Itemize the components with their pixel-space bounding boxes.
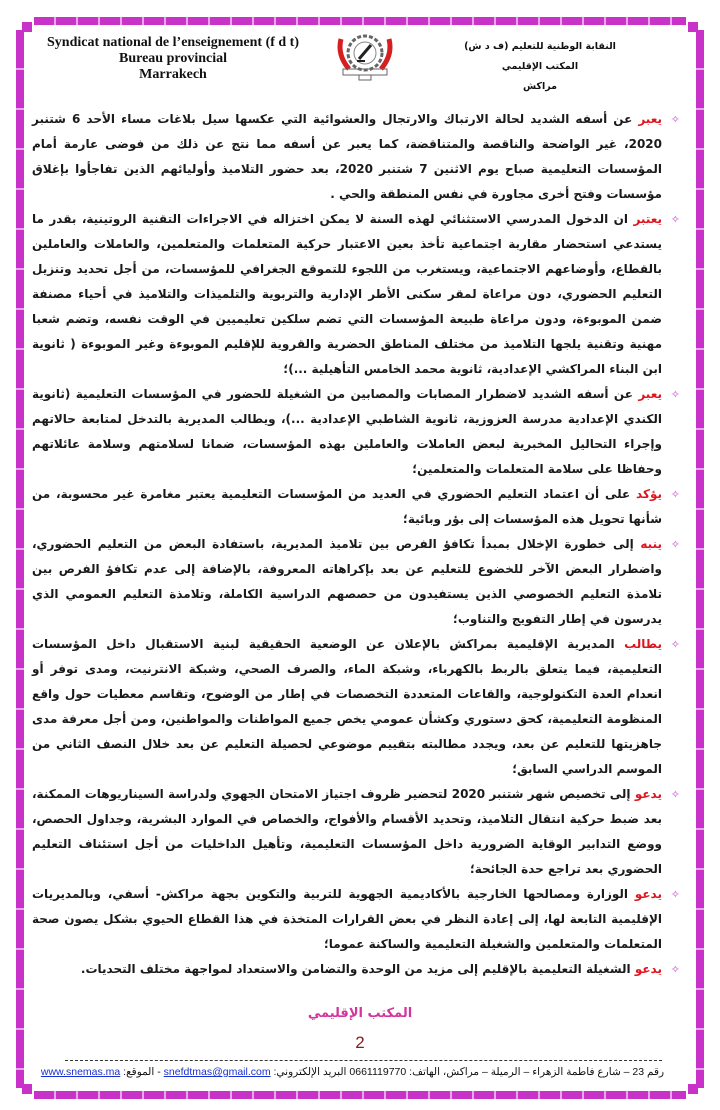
office-fr: Bureau provincial — [118, 51, 227, 66]
item-keyword: يدعو — [634, 962, 662, 976]
item-keyword: يطالب — [624, 637, 662, 651]
item-keyword: يدعو — [634, 887, 662, 901]
bullet-icon: ✧ — [670, 538, 680, 551]
footer-contact — [40, 1064, 665, 1080]
statement-item — [32, 882, 682, 957]
bullet-icon: ✧ — [670, 888, 680, 901]
city-ar: مراكش — [522, 81, 557, 92]
signature: المكتب الإقليمي — [307, 1006, 413, 1021]
org-name-fr: Syndicat national de l’enseignement (f d t) — [47, 35, 299, 50]
page-border-top — [34, 17, 686, 25]
letterhead — [30, 35, 690, 107]
page-border-bottom — [34, 1091, 686, 1099]
item-text: المديرية الإقليمية بمراكش بالإعلان عن الوضعية الحقيقية لبنية الاستقبال داخل المؤسسات التعليمية، فيما يتعلق بالربط بالكهرباء، وشبكة الماء، والصرف الصحي، وشبكة الانترنيت، ومدى توفر أو انعدام العدة التكنولوجية، والقاعات المتعددة التخصصات في إطار من الوضوح، وتقاسم معطيات حول واقع المنظومة التعليمية، كحق دستوري وكشأن عمومي يخص جميع المواطنات والمواطنين، ومن أجل معرفة مدى جاهزيتها للتعليم عن بعد، ويجدد مطالبته بتقييم موضوعي لحصيلة التعليم عن بعد خلال النصف الثاني من الموسم الدراسي السابق؛ — [32, 637, 662, 776]
footer-divider — [65, 1060, 662, 1061]
bullet-icon: ✧ — [670, 638, 680, 651]
letterhead-arabic — [450, 37, 630, 97]
bullet-icon: ✧ — [670, 788, 680, 801]
letterhead-french — [38, 35, 308, 83]
bullet-icon: ✧ — [670, 213, 680, 226]
border-corner — [22, 22, 32, 32]
item-text: عن أسفه الشديد لحالة الارتباك والارتجال والعشوائية التي عكسها سيل بلاغات مساء الأحد 6 شتنبر 2020، غير الواضحة والناقصة والمتناقضة، كما يعبر عن أسفه مما نتج عن ذلك من فوضى عارمة أمام المؤسسات التعليمية صباح يوم الاثنين 7 شتنبر 2020، بعد حضور التلاميذ وأوليائهم الذين تفاجأوا بإغلاق مؤسسات وفتح أخرى مجاورة في نفس المنطقة والحي . — [32, 112, 662, 201]
website-link[interactable]: www.snemas.ma — [40, 1066, 121, 1078]
item-keyword: يعبر — [638, 112, 662, 126]
bullet-icon: ✧ — [670, 963, 680, 976]
statement-item — [32, 957, 682, 982]
item-text: الوزارة ومصالحها الخارجية بالأكاديمية الجهوية للتربية والتكوين بجهة مراكش- أسفي، وبالمديريات الإقليمية التابعة لها، إلى إعادة النظر في بعض القرارات المتخذة في هذا القطاع الحيوي بشكل يصون صحة المتعلمات والمتعلمين والشغيلة التعليمية والساكنة عموما؛ — [32, 887, 662, 951]
item-text: ان الدخول المدرسي الاستثنائي لهذه السنة لا يمكن اختزاله في الاجراءات التقنية الروتينية، بقدر ما يستدعي استحضار مقاربة اجتماعية تأخذ بعين الاعتبار حركية المتعلمات والمتعلمين، والعاملات والعاملين بالقطاع، وأوضاعهم الاجتماعية، ويستغرب من اللجوء للتموقع الجغرافي للمؤسسات، من أجل تحديد وتنزيل التعليم الحضوري، دون مراعاة لمقر سكنى الأطر الإدارية والتربوية والتلميذات والتلاميذ في أحياء مصنفة ضمن الموبوءة، ودون مراعاة طبيعة المؤسسات التي تضم سلكين تعليميين في الوقت نفسه، وتضم شعبا مهنية وتقنية يلجها التلاميذ من مختلف المناطق الحضرية والقروية للإقليم الموبوءة وغير الموبوءة ( ثانوية ابن البناء المراكشي الإعدادية، ثانوية محمد الخامس التأهيلية ...)؛ — [32, 212, 662, 376]
email-link[interactable]: snefdtmas@gmail.com — [163, 1066, 271, 1078]
office-ar: المكتب الإقليمي — [501, 61, 579, 72]
border-corner — [688, 1084, 698, 1094]
item-text: إلى خطورة الإخلال بمبدأ تكافؤ الفرص بين تلاميذ المديرية، باستفادة البعض من التعليم الحضوري، واضطرار البعض الآخر للخضوع للتعليم عن بعد بإكراهاته المعروفة، بالإضافة إلى عدم تكافؤ الفرص بين تلامذة التعليم الخصوصي الذين يستفيدون من حصصهم الدراسية الكاملة، وتلامذة التعليم العمومي الذي يدرسون في إطار التفويج والتناوب؛ — [32, 537, 662, 626]
item-keyword: يعبر — [638, 387, 662, 401]
item-keyword: يعتبر — [633, 212, 662, 226]
item-keyword: يدعو — [634, 787, 662, 801]
footer-site-label: - الموقع: — [120, 1066, 164, 1078]
bullet-icon: ✧ — [670, 388, 680, 401]
statement-item — [32, 782, 682, 882]
statement-item — [32, 632, 682, 782]
statement-item — [32, 207, 682, 382]
item-keyword: ينبه — [640, 537, 662, 551]
bullet-icon: ✧ — [670, 113, 680, 126]
org-name-ar: النقابة الوطنية للتعليم (ف د ش) — [464, 41, 616, 52]
city-fr: Marrakech — [139, 67, 207, 82]
item-text: الشغيلة التعليمية بالإقليم إلى مزيد من الوحدة والتضامن والاستعداد لمواجهة مختلف التحديات. — [80, 962, 635, 976]
page-border-right — [696, 30, 704, 1088]
union-emblem-icon — [333, 31, 397, 83]
item-text: إلى تخصيص شهر شتنبر 2020 لتحضير ظروف اجتياز الامتحان الجهوي ولدراسة السيناريوهات الممكنة، بعد ضبط حركية انتقال التلاميذ، وتحديد الأقسام والأفواج، والخصاص في الموارد البشرية، وجداول الحصص، ووضع التدابير الوقاية الضرورية داخل المؤسسات التعليمية، وتأهيل الداخليات من أجل استئناف التعليم الحضوري بعد تراجع حدة الجائحة؛ — [32, 787, 662, 876]
statement-item — [32, 382, 682, 482]
statement-item — [32, 107, 682, 207]
item-text: على أن اعتماد التعليم الحضوري في العديد من المؤسسات التعليمية يعتبر مغامرة غير محسوبة، من شأنها تحويل هذه المؤسسات إلى بؤر وبائية؛ — [32, 487, 662, 526]
border-corner — [22, 1084, 32, 1094]
statement-body — [32, 107, 682, 982]
border-corner — [688, 22, 698, 32]
statement-item — [32, 482, 682, 532]
page-border-left — [16, 30, 24, 1088]
footer-address: رقم 23 – شارع فاطمة الزهراء – الرميلة – مراكش، الهاتف: 0661119770 البريد الإلكتروني: — [270, 1066, 665, 1078]
item-keyword: يؤكد — [636, 487, 662, 501]
page-number: 2 — [355, 1033, 365, 1052]
item-text: عن أسفه الشديد لاضطرار المصابات والمصابين من الشغيلة للحضور في المؤسسات التعليمية (ثانوية الكندي الإعدادية مدرسة العزوزية، ثانوية الشاطبي الإعدادية ...)، ويطالب المديرية بالتدخل لمتابعة حالاتهم وإجراء التحاليل المخبرية لبعض العاملات والعاملين بهذه المؤسسات، ضمانا لسلامتهم وسلامة عائلاتهم وحفاظا على سلامة المتعلمات والمتعلمين؛ — [32, 387, 662, 476]
statement-item — [32, 532, 682, 632]
bullet-icon: ✧ — [670, 488, 680, 501]
